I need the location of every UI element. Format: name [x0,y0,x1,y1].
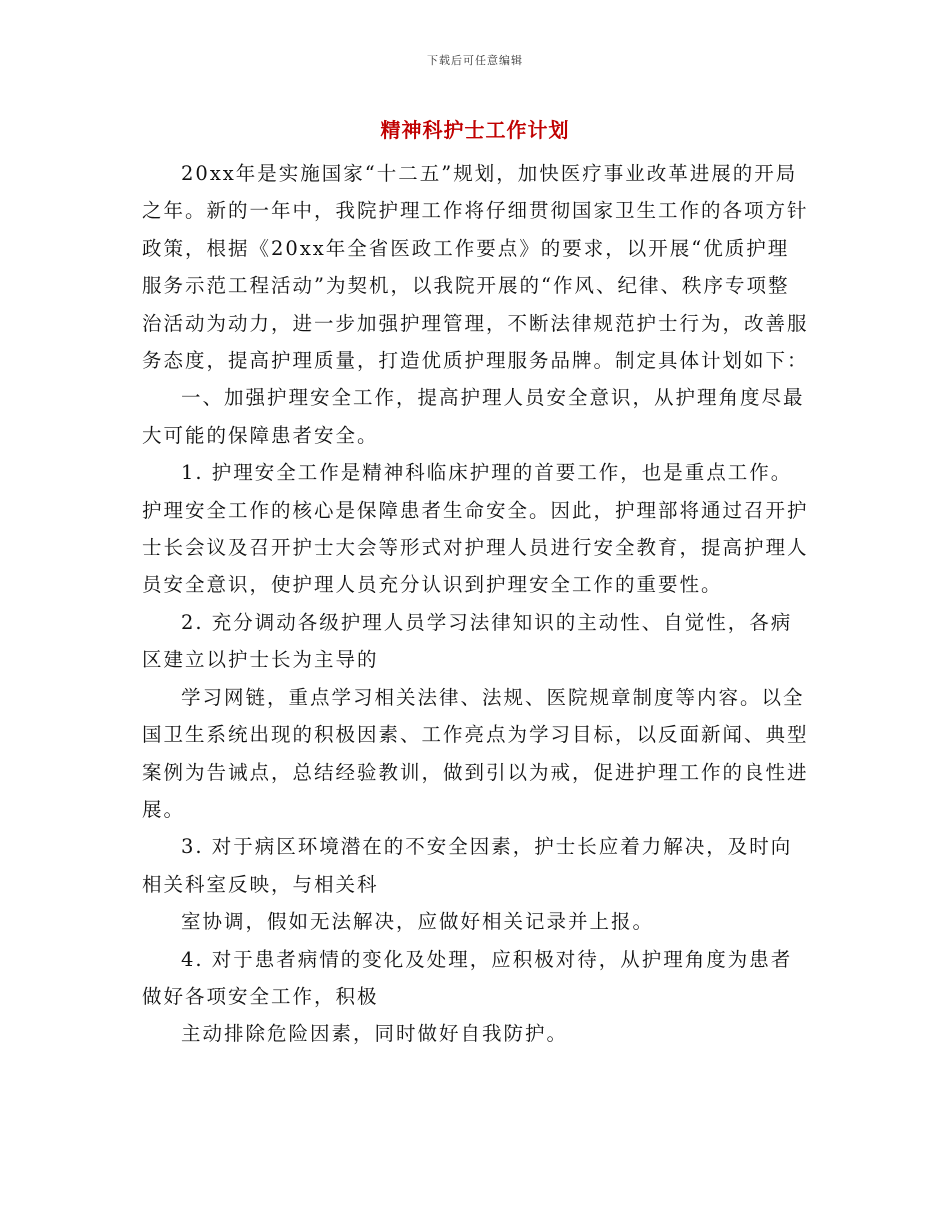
item-4-continuation: 主动排除危险因素，同时做好自我防护。 [181,1022,569,1046]
document-title: 精神科护士工作计划 [380,118,570,142]
item-1-paragraph: 1. 护理安全工作是精神科临床护理的首要工作，也是重点工作。护理安全工作的核心是保障患者生命安全。因此，护理部将通过召开护士长会议及召开护士大会等形式对护理人员进行安全教育，提高护理人员安全意识，使护理人员充分认识到护理安全工作的重要性。 [142,461,809,597]
section-heading-1: 一、加强护理安全工作，提高护理人员安全意识，从护理角度尽最大可能的保障患者安全。 [142,386,805,447]
header-note: 下载后可任意编辑 [427,54,523,67]
item-3-continuation: 室协调，假如无法解决，应做好相关记录并上报。 [181,910,655,934]
item-2-continuation: 学习网链，重点学习相关法律、法规、医院规章制度等内容。以全国卫生系统出现的积极因素、工作亮点为学习目标，以反面新闻、典型案例为告诫点，总结经验教训，做到引以为戒，促进护理工作的良性进展。 [142,685,809,821]
item-3-paragraph: 3. 对于病区环境潜在的不安全因素，护士长应着力解决，及时向相关科室反映，与相关科 [142,835,793,896]
intro-paragraph: 20xx年是实施国家“十二五”规划，加快医疗事业改革进展的开局之年。新的一年中，我院护理工作将仔细贯彻国家卫生工作的各项方针政策，根据《20xx年全省医政工作要点》的要求，以开展“优质护理服务示范工程活动”为契机，以我院开展的“作风、纪律、秩序专项整治活动为动力，进一步加强护理管理，不断法律规范护士行为，改善服务态度，提高护理质量，打造优质护理服务品牌。制定具体计划如下： [142,162,809,373]
item-2-paragraph: 2. 充分调动各级护理人员学习法律知识的主动性、自觉性，各病区建立以护士长为主导的 [142,610,793,672]
document-body [142,155,810,1053]
item-4-paragraph: 4. 对于患者病情的变化及处理，应积极对待，从护理角度为患者做好各项安全工作，积极 [142,947,793,1008]
